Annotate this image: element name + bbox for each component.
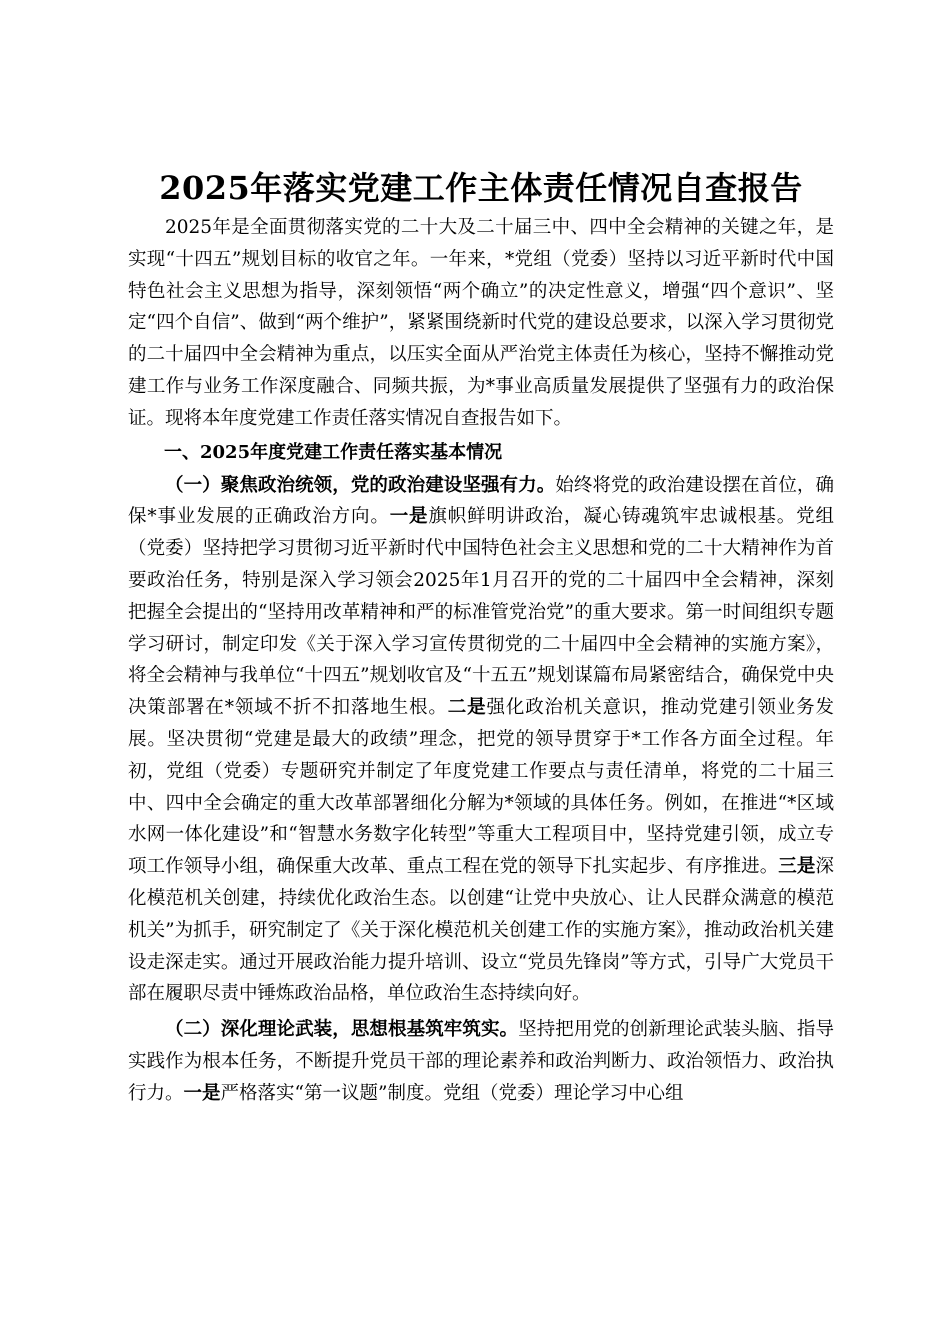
subsection-1-text-c: 强化政治机关意识，推动党建引领业务发展。坚决贯彻“党建是最大的政绩”理念，把党的领导贯穿于*工作各方面全过程。年初，党组（党委）专题研究并制定了年度党建工作要点与责任清单，将党的二十届三中、四中全会确定的重大改革部署细化分解为*领域的具体任务。例如，在推进“*区域水网一体化建设”和“智慧水务数字化转型”等重大工程项目中，坚持党建引领，成立专项工作领导小组，确保重大改革、重点工程在党的领导下扎实起步、有序推进。 bbox=[128, 697, 834, 878]
subsection-1-text-a: 始终将党的政治建设摆在首位，确保*事业发展的正确政治方向。 bbox=[128, 474, 834, 528]
subsection-2-paragraph bbox=[128, 1014, 834, 1109]
subsection-2-text-b: 严格落实“第一议题”制度。党组（党委）理论学习中心组 bbox=[220, 1082, 684, 1104]
document-title: 2025年落实党建工作主体责任情况自查报告 bbox=[159, 169, 803, 207]
subsection-1-paragraph bbox=[128, 470, 834, 1011]
intro-paragraph: 2025年是全面贯彻落实党的二十大及二十届三中、四中全会精神的关键之年，是实现“十四五”规划目标的收官之年。一年来，*党组（党委）坚持以习近平新时代中国特色社会主义思想为指导，深刻领悟“两个确立”的决定性意义，增强“四个意识”、坚定“四个自信”、做到“两个维护”，紧紧围绕新时代党的建设总要求，以深入学习贯彻党的二十届四中全会精神为重点，以压实全面从严治党主体责任为核心，坚持不懈推动党建工作与业务工作深度融合、同频共振，为*事业高质量发展提供了坚强有力的政治保证。现将本年度党建工作责任落实情况自查报告如下。 bbox=[128, 217, 834, 429]
subsection-1-lead-2: 二是 bbox=[447, 697, 487, 719]
subsection-2-heading: （二）深化理论武装，思想根基筑牢筑实。 bbox=[165, 1019, 519, 1041]
subsection-1-lead-1: 一是 bbox=[389, 506, 429, 528]
subsection-1-lead-3: 三是 bbox=[778, 856, 816, 878]
subsection-1-heading: （一）聚焦政治统领，党的政治建设坚强有力。 bbox=[165, 474, 556, 496]
subsection-2-text-a: 坚持把用党的创新理论武装头脑、指导实践作为根本任务，不断提升党员干部的理论素养和政治判断力、政治领悟力、政治执行力。 bbox=[128, 1019, 834, 1104]
subsection-2-lead-1: 一是 bbox=[183, 1082, 221, 1104]
document-page bbox=[128, 164, 834, 1110]
subsection-1-text-b: 旗帜鲜明讲政治，凝心铸魂筑牢忠诚根基。党组（党委）坚持把学习贯彻习近平新时代中国特色社会主义思想和党的二十大精神作为首要政治任务，特别是深入学习领会2025年1月召开的党的二十届四中全会精神，深刻把握全会提出的“坚持用改革精神和严的标准管党治党”的重大要求。第一时间组织专题学习研讨，制定印发《关于深入学习宣传贯彻党的二十届四中全会精神的实施方案》，将全会精神与我单位“十四五”规划收官及“十五五”规划谋篇布局紧密结合，确保党中央决策部署在*领域不折不扣落地生根。 bbox=[128, 506, 834, 719]
section-heading-1: 一、2025年度党建工作责任落实基本情况 bbox=[164, 441, 503, 463]
subsection-1-text-d: 深化模范机关创建，持续优化政治生态。以创建“让党中央放心、让人民群众满意的模范机关”为抓手，研究制定了《关于深化模范机关创建工作的实施方案》，推动政治机关建设走深走实。通过开展政治能力提升培训、设立“党员先锋岗”等方式，引导广大党员干部在履职尽责中锤炼政治品格，单位政治生态持续向好。 bbox=[128, 856, 834, 1005]
